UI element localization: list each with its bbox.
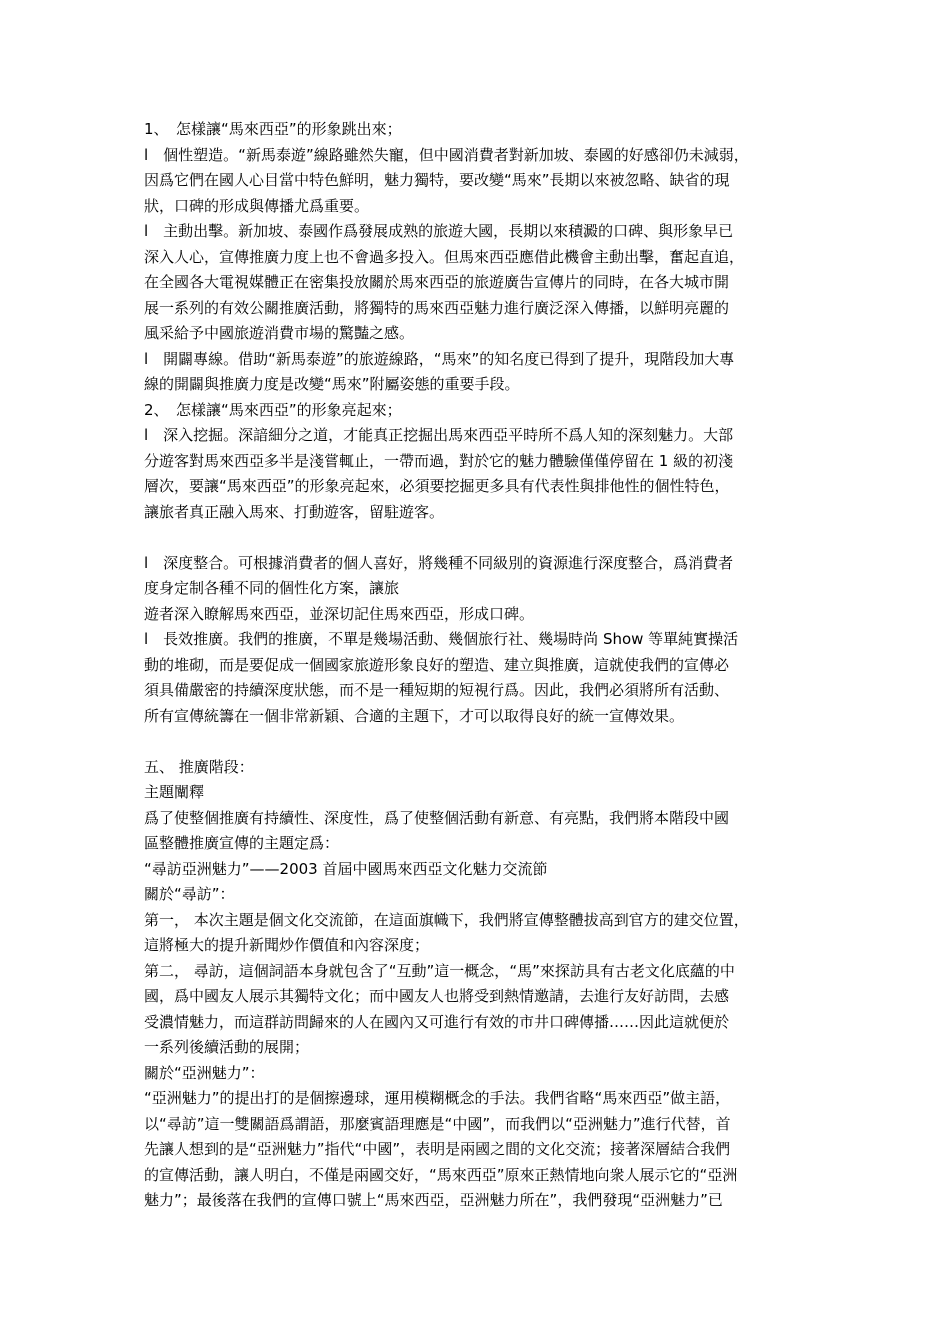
paragraph-line: 風采給予中國旅遊消費市場的驚豔之感。 (144, 324, 415, 342)
paragraph-line: 魅力”；最後落在我們的宣傳口號上“馬來西亞，亞洲魅力所在”，我們發現“亞洲魅力”已 (144, 1191, 723, 1209)
document-body (144, 117, 824, 1214)
paragraph-line: 狀，口碑的形成與傳播尤爲重要。 (144, 196, 370, 215)
heading-1: 1、 怎樣讓“馬來西亞”的形象跳出來； (144, 120, 402, 138)
bullet-paragraph-line: l 深度整合。可根據消費者的個人喜好，將幾種不同級別的資源進行深度整合，爲消費者 (144, 553, 734, 572)
bullet-paragraph-line: l 長效推廣。我們的推廣，不單是幾場活動、幾個旅行社、幾場時尚 Show 等單純實操活 (144, 630, 739, 648)
paragraph-line: 受濃情魅力，而這群訪問歸來的人在國內又可進行有效的市井口碑傳播……因此這就便於 (144, 1012, 730, 1031)
paragraph-line: 動的堆砌，而是要促成一個國家旅遊形象良好的塑造、建立與推廣，這就使我們的宣傳必 (144, 655, 730, 674)
paragraph-line: 先讓人想到的是“亞洲魅力”指代“中國”，表明是兩國之間的文化交流；接著深層結合我們 (144, 1140, 731, 1158)
paragraph-line: 的宣傳活動，讓人明白，不僅是兩國交好，“馬來西亞”原來正熱情地向衆人展示它的“亞洲 (144, 1165, 738, 1184)
paragraph-line: “亞洲魅力”的提出打的是個擦邊球，運用模糊概念的手法。我們省略“馬來西亞”做主語， (144, 1089, 731, 1107)
paragraph-line: 爲了使整個推廣有持續性、深度性，爲了使整個活動有新意、有亮點，我們將本階段中國 (144, 808, 730, 827)
blank-line (144, 525, 824, 551)
paragraph-line: 遊者深入瞭解馬來西亞，並深切記住馬來西亞，形成口碑。 (144, 604, 535, 623)
paragraph-line: 因爲它們在國人心目當中特色鮮明，魅力獨特，要改變“馬來”長期以來被忽略、缺省的現 (144, 171, 730, 189)
subheading-xunfang: 關於“尋訪”： (144, 885, 235, 903)
subheading-asia-charm: 關於“亞洲魅力”： (144, 1063, 265, 1082)
blank-line (144, 729, 824, 755)
paragraph-line: 讓旅者真正融入馬來、打動遊客，留駐遊客。 (144, 502, 445, 521)
paragraph-line: 展一系列的有效公關推廣活動，將獨特的馬來西亞魅力進行廣泛深入傳播，以鮮明亮麗的 (144, 298, 730, 317)
paragraph-line: 區整體推廣宣傳的主題定爲： (144, 834, 340, 852)
bullet-paragraph-line: l 個性塑造。“新馬泰遊”線路雖然失寵，但中國消費者對新加坡、泰國的好感卻仍未減弱， (144, 145, 749, 164)
paragraph-line: 第一， 本次主題是個文化交流節，在這面旗幟下，我們將宣傳整體拔高到官方的建交位置， (144, 910, 749, 929)
paragraph-line: 線的開闢與推廣力度是改變“馬來”附屬姿態的重要手段。 (144, 375, 520, 393)
bullet-paragraph-line: l 深入挖掘。深諳細分之道，才能真正挖掘出馬來西亞平時所不爲人知的深刻魅力。大部 (144, 426, 734, 444)
paragraph-line: 層次，要讓“馬來西亞”的形象亮起來，必須要挖掘更多具有代表性與排他性的個性特色， (144, 477, 730, 495)
paragraph-line: 這將極大的提升新聞炒作價值和內容深度； (144, 936, 430, 954)
paragraph-line: 一系列後續活動的展開； (144, 1038, 310, 1056)
bullet-paragraph-line: l 開闢專線。借助“新馬泰遊”的旅遊線路，“馬來”的知名度已得到了提升，現階段加大專 (144, 349, 735, 368)
paragraph-line: 度身定制各種不同的個性化方案，讓旅 (144, 579, 400, 597)
subheading-theme: 主題闡釋 (144, 783, 205, 801)
paragraph-line: 須具備嚴密的持續深度狀態，而不是一種短期的短視行爲。因此，我們必須將所有活動、 (144, 681, 730, 699)
paragraph-line: 分遊客對馬來西亞多半是淺嘗輒止，一帶而過，對於它的魅力體驗僅僅停留在 1 級的初淺 (144, 451, 734, 470)
bullet-paragraph-line: l 主動出擊。新加坡、泰國作爲發展成熟的旅遊大國，長期以來積澱的口碑、與形象早已 (144, 222, 734, 240)
paragraph-line: 國，爲中國友人展示其獨特文化；而中國友人也將受到熱情邀請，去進行友好訪問，去感 (144, 987, 730, 1005)
theme-title: “尋訪亞洲魅力”——2003 首屆中國馬來西亞文化魅力交流節 (144, 859, 548, 878)
paragraph-line: 第二， 尋訪，這個詞語本身就包含了“互動”這一概念，“馬”來探訪具有古老文化底蘊的中 (144, 961, 735, 980)
section-heading-5: 五、 推廣階段： (144, 757, 254, 776)
paragraph-line: 以“尋訪”這一雙關語爲謂語，那麼賓語理應是“中國”，而我們以“亞洲魅力”進行代替，首 (144, 1114, 731, 1133)
paragraph-line: 深入人心，宣傳推廣力度上也不會過多投入。但馬來西亞應借此機會主動出擊，奮起直追， (144, 247, 745, 266)
paragraph-line: 所有宣傳統籌在一個非常新穎、合適的主題下，才可以取得良好的統一宣傳效果。 (144, 706, 685, 725)
heading-2: 2、 怎樣讓“馬來西亞”的形象亮起來； (144, 400, 402, 419)
paragraph-line: 在全國各大電視媒體正在密集投放關於馬來西亞的旅遊廣告宣傳片的同時，在各大城市開 (144, 273, 730, 291)
